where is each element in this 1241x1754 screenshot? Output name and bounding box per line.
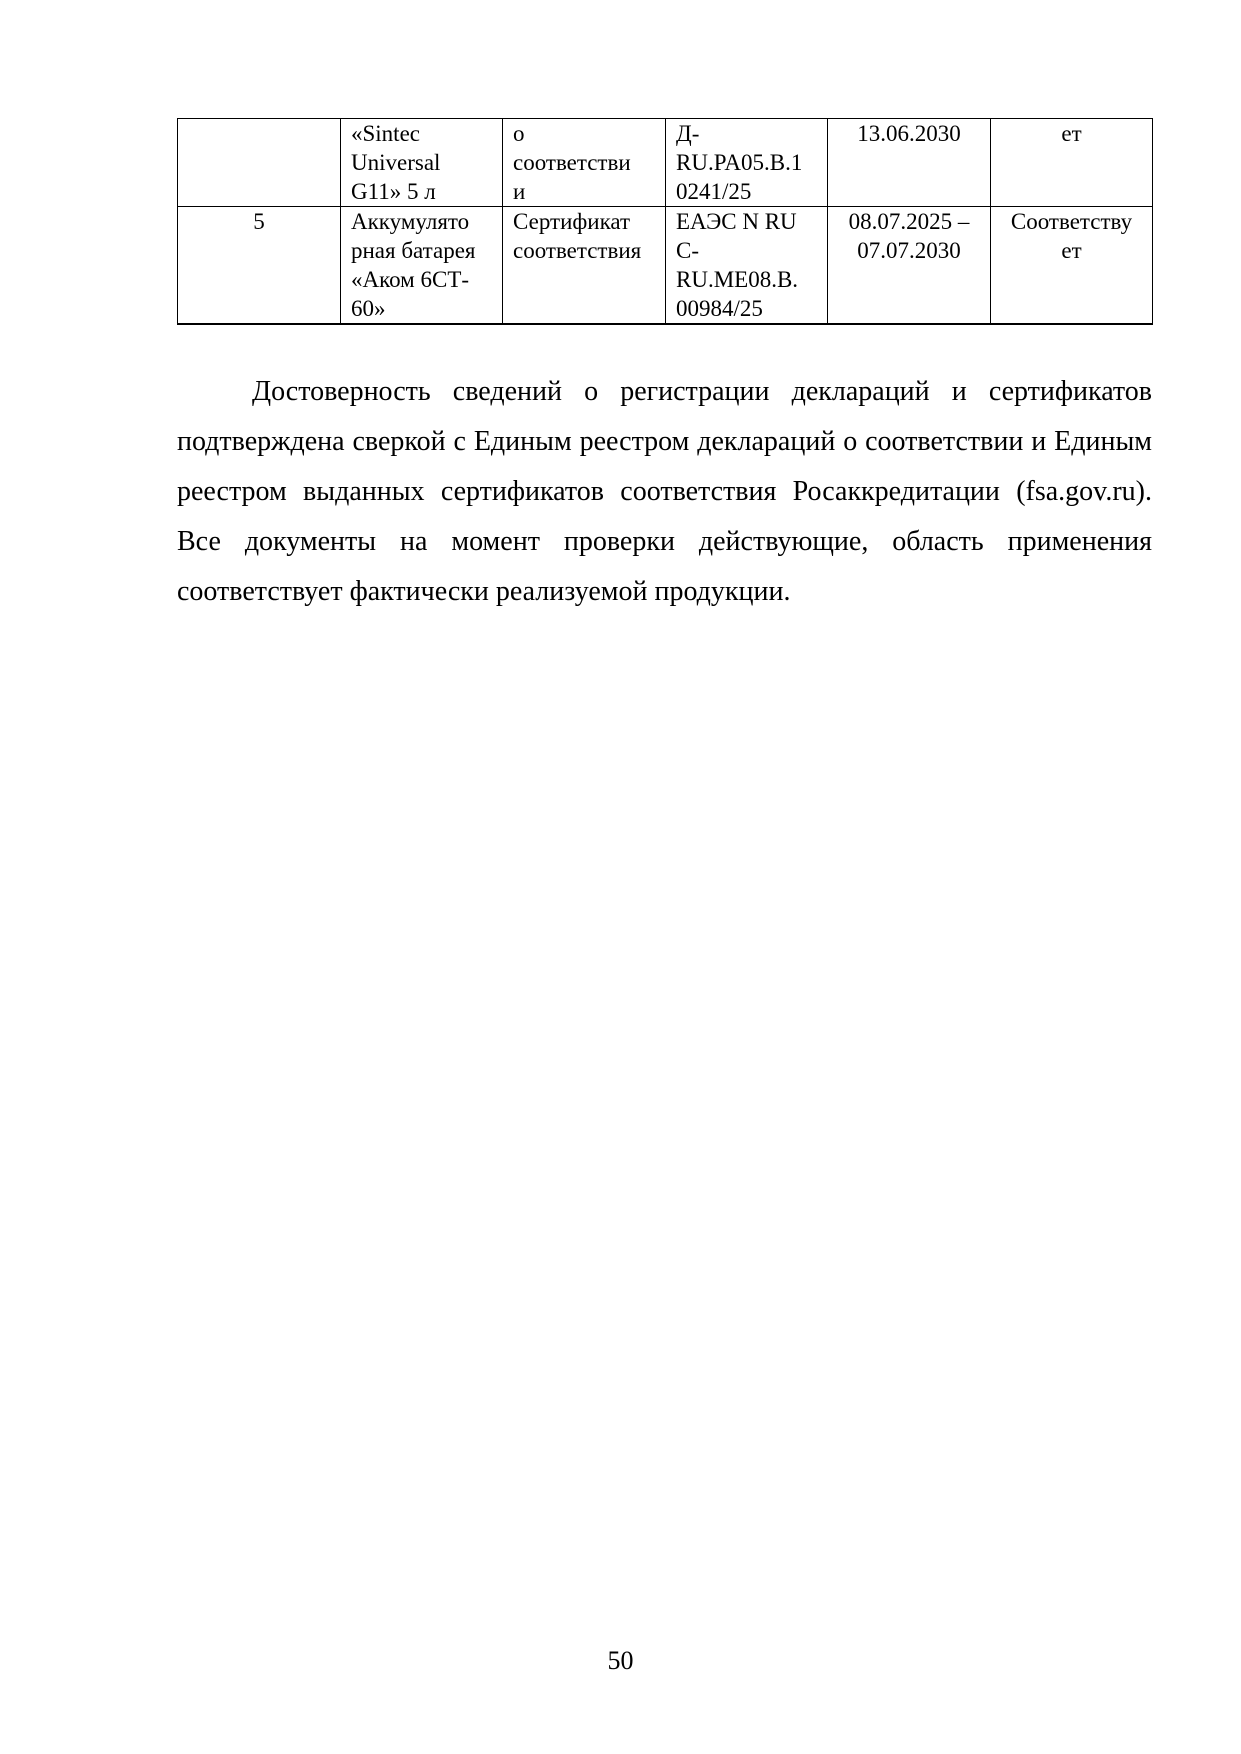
validity-cell: 08.07.2025 – 07.07.2030 bbox=[828, 207, 991, 325]
table-row bbox=[178, 207, 1153, 325]
document-number-cell: Д- RU.PA05.B.1 0241/25 bbox=[666, 119, 828, 207]
document-number-cell: ЕАЭС N RU C- RU.ME08.B. 00984/25 bbox=[666, 207, 828, 325]
document-type-cell: о соответстви и bbox=[503, 119, 666, 207]
product-cell: Аккумулято рная батарея «Аком 6СТ- 60» bbox=[341, 207, 503, 325]
row-number-cell: 5 bbox=[178, 207, 341, 325]
body-paragraph: Достоверность сведений о регистрации деклараций и сертификатов подтверждена сверкой с Единым реестром деклараций о соответствии и Единым реестром выданных сертификатов соответствия Росаккредитации (fsa.gov.ru). Все документы на момент проверки действующие, область применения соответствует фактически реализуемой продукции. bbox=[177, 376, 1152, 607]
status-cell: Соответству ет bbox=[991, 207, 1153, 325]
conformity-documents-table bbox=[177, 118, 1153, 325]
table-row bbox=[178, 119, 1153, 207]
product-cell: «Sintec Universal G11» 5 л bbox=[341, 119, 503, 207]
page-number: 50 bbox=[607, 1646, 634, 1675]
status-cell: ет bbox=[991, 119, 1153, 207]
validity-cell: 13.06.2030 bbox=[828, 119, 991, 207]
document-type-cell: Сертификат соответствия bbox=[503, 207, 666, 325]
row-number-cell bbox=[178, 119, 341, 207]
